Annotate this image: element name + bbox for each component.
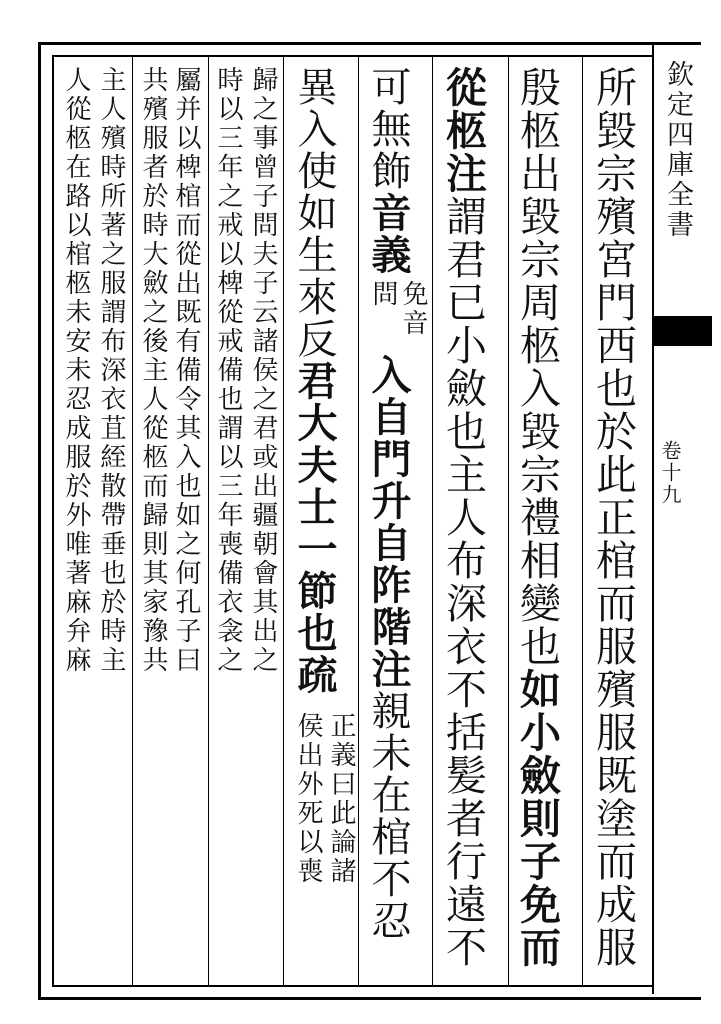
commentary-line: 歸之事曾子問夫子云諸侯之君或出疆朝會其出之 bbox=[248, 66, 278, 675]
text-segment: 可無飾 bbox=[365, 66, 411, 192]
text-segment-bold: 如小斂則子免而 bbox=[513, 668, 561, 969]
book-title: 欽定四庫全書 bbox=[662, 60, 693, 240]
text-segment-bold: 從柩 bbox=[439, 66, 487, 152]
annotation-marker: 注 bbox=[365, 648, 412, 690]
column-rule bbox=[283, 55, 284, 985]
commentary-line: 屬并以椑棺而從出既有備令其入也如之何孔子曰 bbox=[171, 66, 201, 675]
column-rule bbox=[132, 55, 133, 985]
page-header bbox=[652, 50, 702, 322]
column-rule bbox=[582, 55, 583, 985]
column-rule bbox=[432, 55, 433, 985]
column-rule bbox=[208, 55, 209, 985]
text-column-4 bbox=[365, 66, 412, 276]
text-segment-bold: 君大夫士一節也 bbox=[291, 360, 338, 654]
commentary-line: 主人殯時所著之服謂布深衣苴絰散帶垂也於時主 bbox=[96, 66, 126, 675]
text-segment: 親未在棺不忍 bbox=[365, 690, 411, 942]
text-segment: 殷柩出毀宗周柩入毀宗禮相變也 bbox=[513, 66, 561, 668]
column-rule bbox=[508, 55, 509, 985]
text-column-3 bbox=[439, 66, 487, 969]
text-column-2 bbox=[513, 66, 561, 969]
commentary-line: 時以三年之戒以椑從戒備也謂以三年喪備衣衾之 bbox=[213, 66, 243, 675]
annotation-marker: 注 bbox=[439, 152, 487, 195]
text-column-1 bbox=[589, 66, 637, 969]
annotation-marker: 疏 bbox=[291, 654, 338, 696]
annotation-marker: 音義 bbox=[365, 192, 412, 276]
text-column-4-cont bbox=[365, 354, 412, 942]
commentary-line: 人從柩在路以棺柩未安未忍成服於外唯著麻弁麻 bbox=[61, 66, 91, 675]
interlinear-note-left: 問 bbox=[368, 280, 398, 309]
chapter-label: 卷十九 bbox=[658, 440, 682, 506]
text-segment: 所毀宗殯宮門西也於此正棺而服殯服既塗而成服 bbox=[589, 66, 637, 969]
text-segment: 異入使如生來反 bbox=[291, 66, 337, 360]
fishtail-mark bbox=[652, 316, 712, 346]
text-segment: 謂君已小斂也主人布深衣不括髪者行遠不 bbox=[439, 195, 487, 969]
column-rule bbox=[358, 55, 359, 985]
interlinear-note-right: 正義曰此論諸 bbox=[326, 712, 356, 886]
interlinear-note-left: 侯出外死以喪 bbox=[293, 712, 323, 886]
commentary-line: 共殯服者於時大斂之後主人從柩而歸則其家豫共 bbox=[138, 66, 168, 675]
interlinear-note-right: 免音 bbox=[398, 280, 428, 338]
text-column-5 bbox=[291, 66, 338, 696]
text-segment-bold: 入自門升自阼階 bbox=[365, 354, 412, 648]
